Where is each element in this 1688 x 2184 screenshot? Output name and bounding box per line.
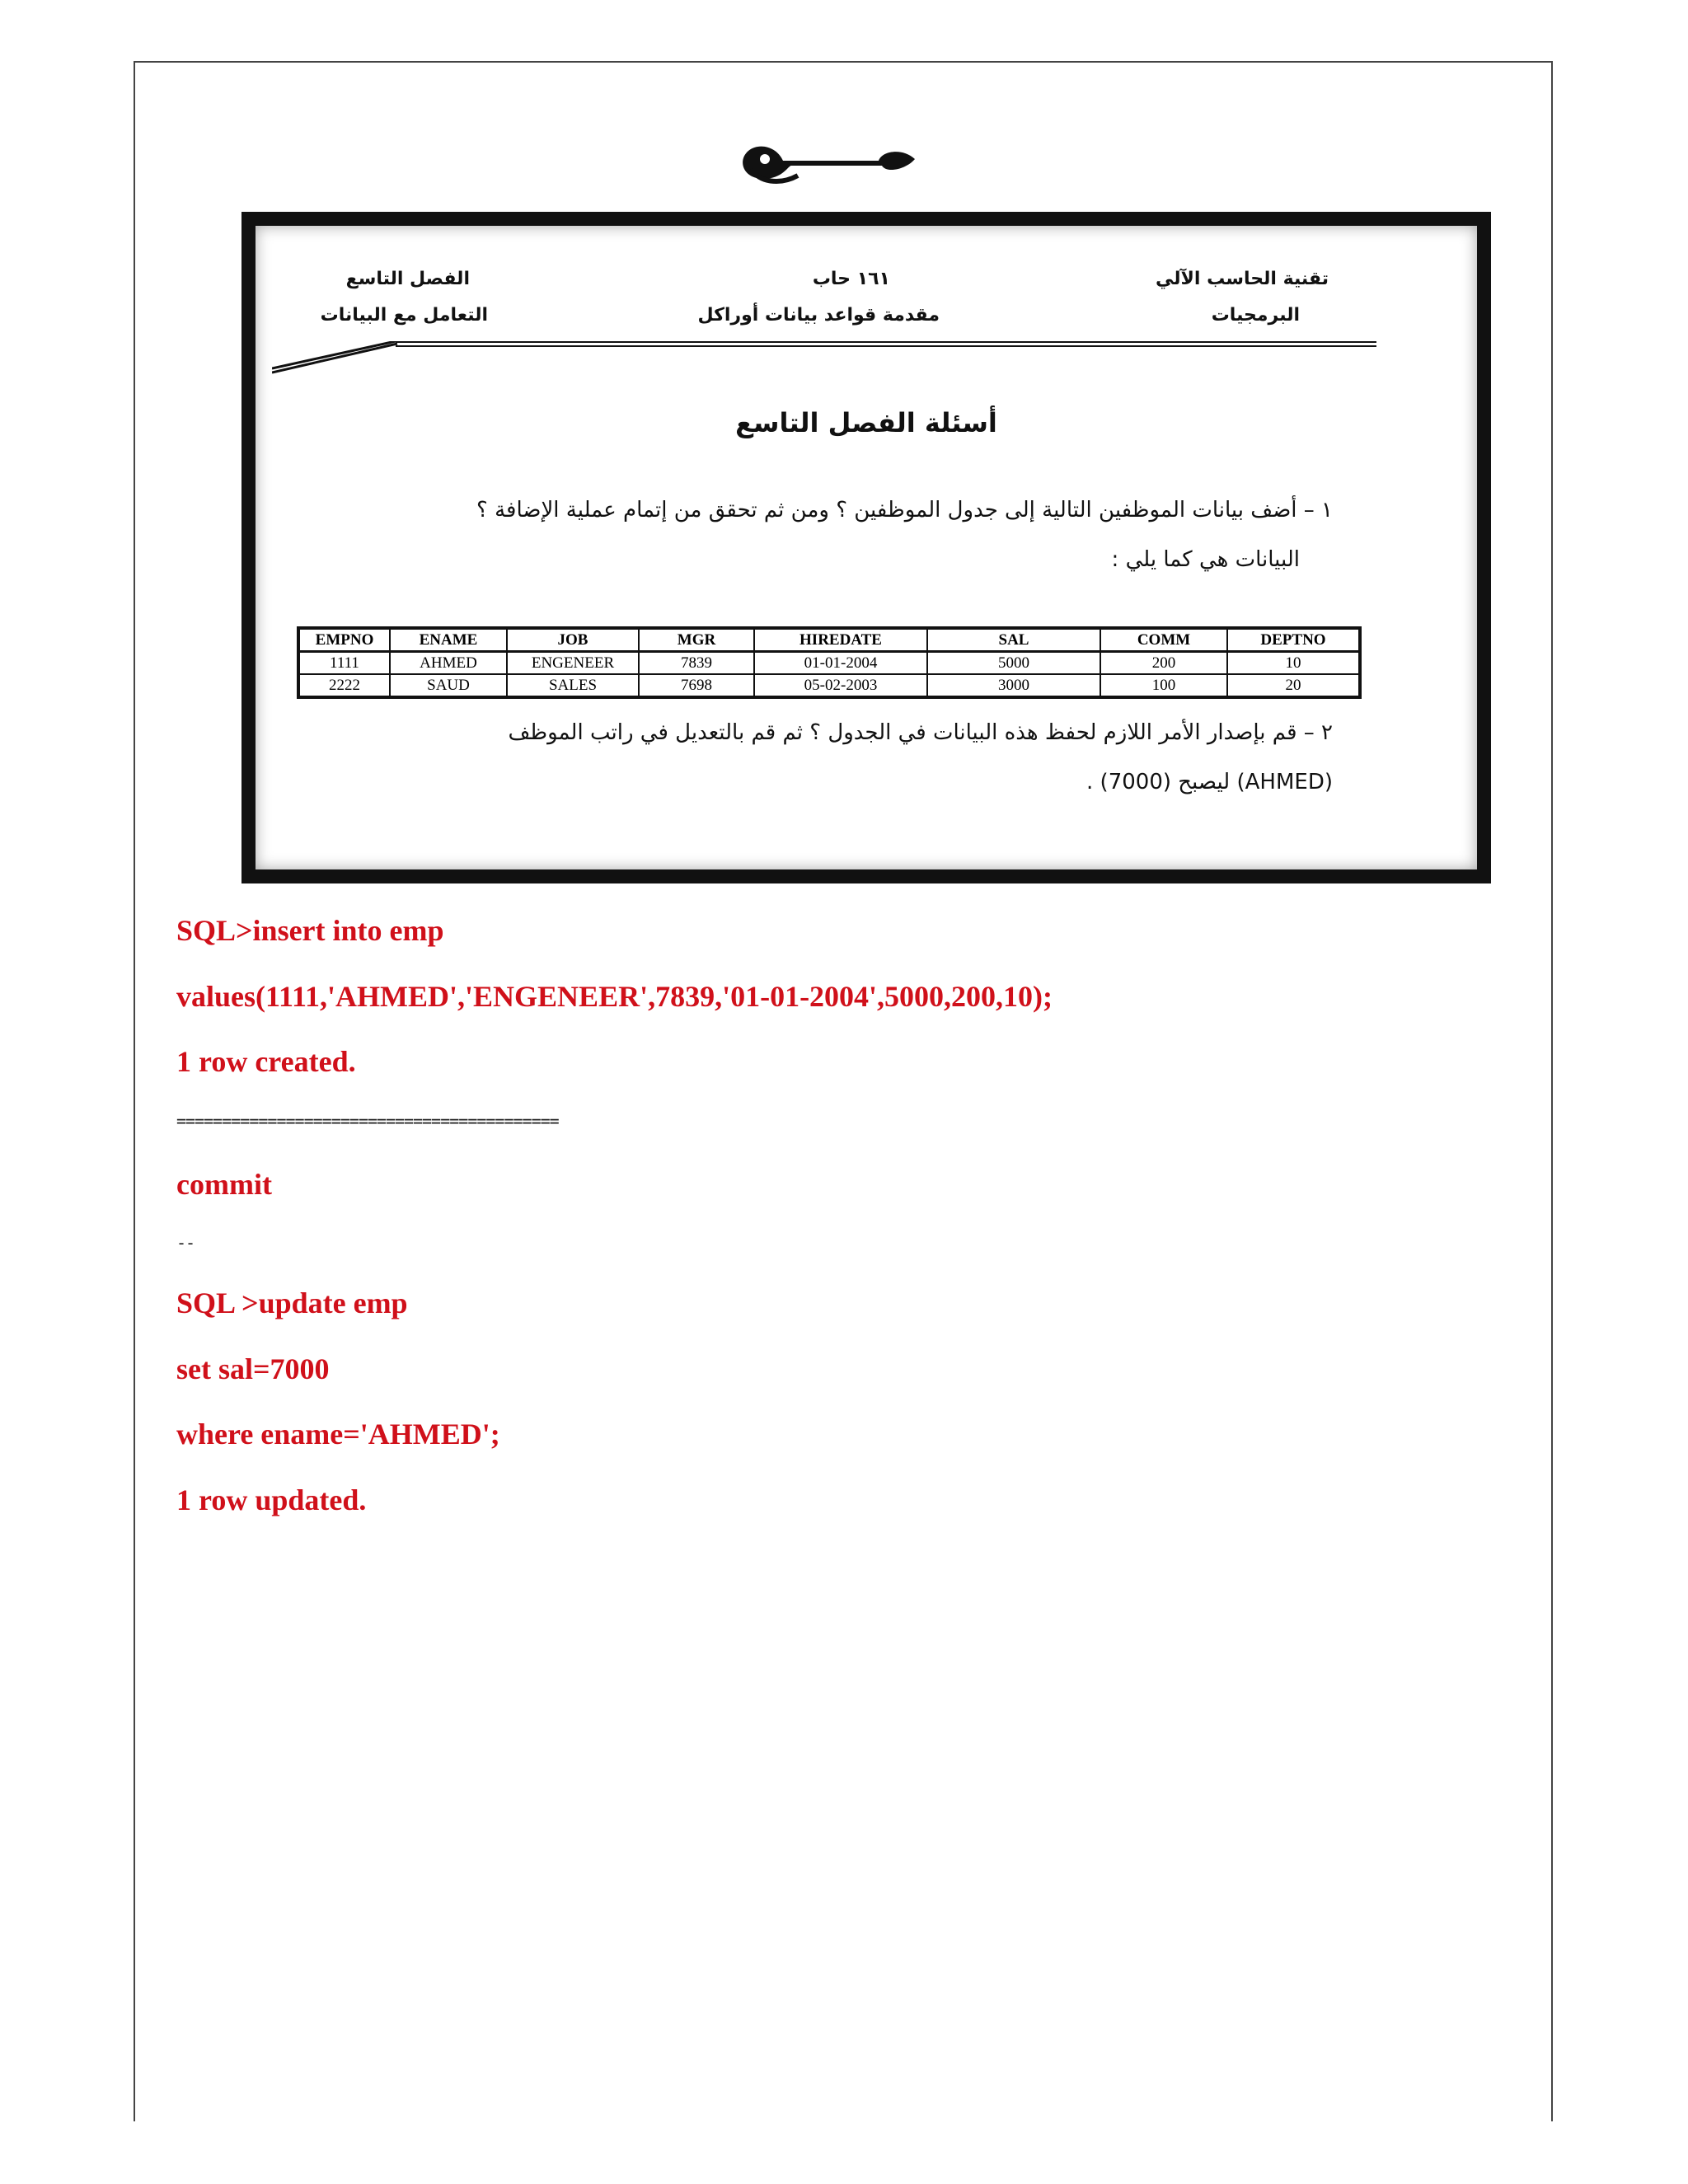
table-cell: 7698	[639, 674, 754, 697]
table-header-cell: DEPTNO	[1227, 628, 1360, 652]
sql-update-line-3: where ename='AHMED';	[176, 1418, 500, 1451]
table-header-cell: COMM	[1100, 628, 1227, 652]
chapter-questions-title: أسئلة الفصل التاسع	[735, 407, 997, 438]
question-1-line-1: ١ – أضف بيانات الموظفين التالية إلى جدول الموظفين ؟ ومن ثم تحقق من إتمام عملية الإضافة ؟	[476, 498, 1333, 523]
question-2-line-1: ٢ – قم بإصدار الأمر اللازم لحفظ هذه البيانات في الجدول ؟ ثم قم بالتعديل في راتب الموظف	[508, 720, 1333, 745]
table-cell: 2222	[298, 674, 390, 697]
table-row	[298, 652, 1360, 675]
sql-commit: commit	[176, 1168, 272, 1201]
question-1-line-2: البيانات هي كما يلي :	[1111, 547, 1300, 572]
question-2-line-2: (AHMED) ليصبح (7000) .	[1086, 770, 1333, 794]
header-chapter: الفصل التاسع	[345, 269, 470, 289]
header-rule	[396, 341, 1376, 347]
table-cell: 05-02-2003	[754, 674, 927, 697]
table-cell: SALES	[507, 674, 639, 697]
separator-line: ==========================================	[176, 1111, 559, 1131]
dashes-line: --	[176, 1233, 195, 1253]
table-header-cell: EMPNO	[298, 628, 390, 652]
table-cell: ENGENEER	[507, 652, 639, 675]
table-cell: 5000	[927, 652, 1100, 675]
table-header-cell: ENAME	[390, 628, 507, 652]
table-cell: 01-01-2004	[754, 652, 927, 675]
table-header-cell: HIREDATE	[754, 628, 927, 652]
question-frame-inner	[253, 223, 1479, 872]
table-cell: 7839	[639, 652, 754, 675]
sql-insert-line-2: values(1111,'AHMED','ENGENEER',7839,'01-01-2004',5000,200,10);	[176, 980, 1053, 1013]
header-subject: تقنية الحاسب الآلي	[1156, 269, 1329, 289]
table-cell: 100	[1100, 674, 1227, 697]
table-header-cell: JOB	[507, 628, 639, 652]
table-cell: 10	[1227, 652, 1360, 675]
question-frame	[241, 212, 1491, 883]
table-row	[298, 674, 1360, 697]
header-course-code: ١٦١ حاب	[812, 269, 890, 289]
sql-insert-line-1: SQL>insert into emp	[176, 914, 444, 947]
header-department: البرمجيات	[1211, 305, 1300, 326]
sql-update-result: 1 row updated.	[176, 1483, 367, 1516]
table-header-cell: MGR	[639, 628, 754, 652]
sql-insert-result: 1 row created.	[176, 1045, 356, 1078]
solution-heading-calligraphy	[725, 136, 923, 202]
table-cell: 20	[1227, 674, 1360, 697]
header-rule-slant	[272, 341, 404, 374]
employee-data-table	[297, 626, 1362, 699]
table-cell: AHMED	[390, 652, 507, 675]
table-header-cell: SAL	[927, 628, 1100, 652]
header-course-title: مقدمة قواعد بيانات أوراكل	[697, 305, 940, 326]
table-cell: 1111	[298, 652, 390, 675]
sql-update-line-1: SQL >update emp	[176, 1286, 408, 1319]
table-cell: 3000	[927, 674, 1100, 697]
table-cell: SAUD	[390, 674, 507, 697]
table-header-row	[298, 628, 1360, 652]
sql-update-line-2: set sal=7000	[176, 1352, 330, 1385]
table-cell: 200	[1100, 652, 1227, 675]
header-chapter-topic: التعامل مع البيانات	[320, 305, 488, 326]
